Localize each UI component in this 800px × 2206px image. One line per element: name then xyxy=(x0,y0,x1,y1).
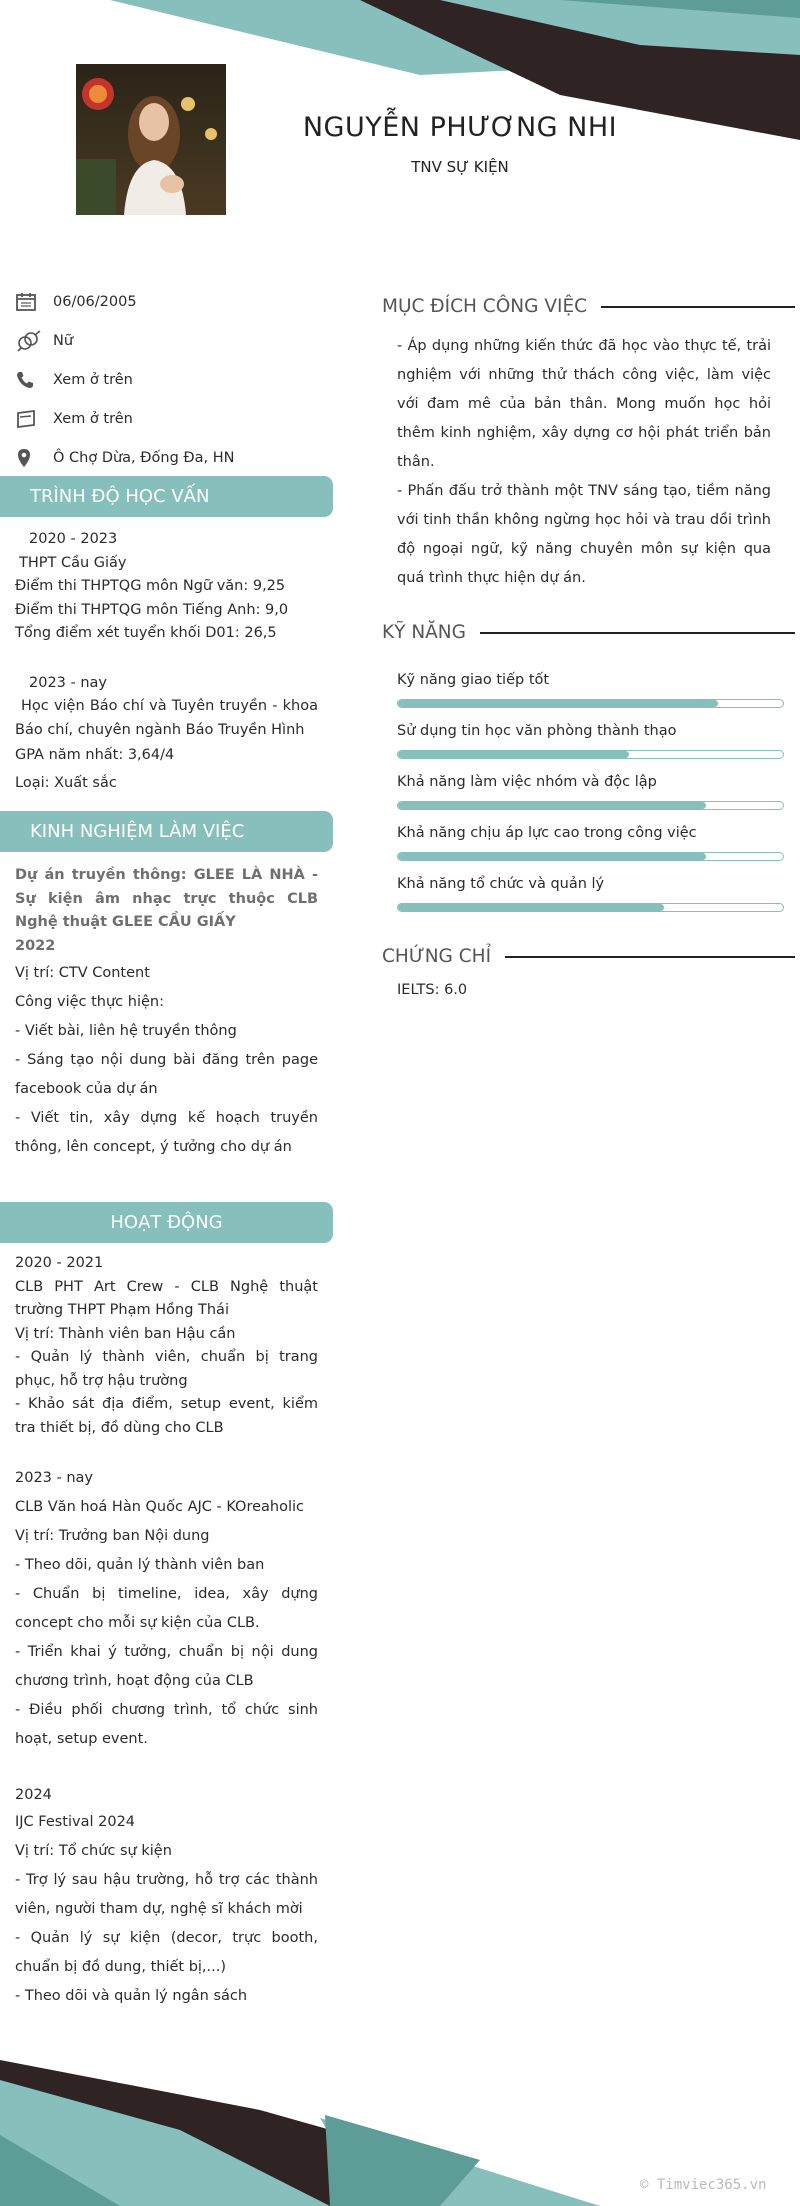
objective-paragraph: - Phấn đấu trở thành một TNV sáng tạo, tiềm năng với tinh thần không ngừng học hỏi và trau dồi trình độ ngoại ngữ, kỹ năng chuyên môn sự kiện qua quá trình thực hiện dự án. xyxy=(397,483,771,586)
phone-icon xyxy=(16,371,53,389)
edu-line: Điểm thi THPTQG môn Tiếng Anh: 9,0 xyxy=(15,601,289,618)
activities-section xyxy=(15,1252,318,2011)
edu-school: THPT Cầu Giấy xyxy=(19,554,127,571)
activity-position: Vị trí: Tổ chức sự kiện xyxy=(15,1842,172,1859)
skill-item xyxy=(397,723,784,759)
contact-text: Xem ở trên xyxy=(53,371,133,388)
skill-item xyxy=(397,774,784,810)
skill-bar xyxy=(397,852,784,861)
skill-bar-fill xyxy=(398,904,664,911)
activity-task: - Trợ lý sau hậu trường, hỗ trợ các thành viên, người tham dự, nghệ sĩ khách mời xyxy=(15,1871,318,1917)
activity-task: - Chuẩn bị timeline, idea, xây dựng concept cho mỗi sự kiện của CLB. xyxy=(15,1586,318,1631)
activity-period: 2020 - 2021 xyxy=(15,1255,104,1271)
activity-period: 2024 xyxy=(15,1787,52,1803)
heading-divider xyxy=(601,306,795,308)
edu-period: 2023 - nay xyxy=(29,674,108,691)
certificate-item: IELTS: 6.0 xyxy=(397,982,468,998)
objective-text xyxy=(397,332,771,593)
activity-org: CLB PHT Art Crew - CLB Nghệ thuật trường THPT Phạm Hồng Thái xyxy=(15,1278,318,1318)
gender-icon xyxy=(16,330,53,352)
activity-task: - Theo dõi và quản lý ngân sách xyxy=(15,1987,248,2004)
exp-task: - Viết tin, xây dựng kế hoạch truyền thông, lên concept, ý tưởng cho dự án xyxy=(15,1109,318,1155)
edu-period: 2020 - 2023 xyxy=(29,531,118,547)
email-icon xyxy=(16,410,53,428)
activity-task: - Quản lý thành viên, chuẩn bị trang phục, hỗ trợ hậu trường xyxy=(15,1349,318,1389)
activity-position: Vị trí: Trưởng ban Nội dung xyxy=(15,1528,210,1544)
activity-position: Vị trí: Thành viên ban Hậu cần xyxy=(15,1325,236,1342)
edu-line: Loại: Xuất sắc xyxy=(15,774,117,791)
skill-label: Khả năng chịu áp lực cao trong công việc xyxy=(397,825,697,841)
skill-bar xyxy=(397,903,784,912)
contact-list xyxy=(16,282,336,477)
activity-task: - Khảo sát địa điểm, setup event, kiểm tra thiết bị, đồ dùng cho CLB xyxy=(15,1396,318,1436)
candidate-role: TNV SỰ KIỆN xyxy=(411,158,509,176)
candidate-name: NGUYỄN PHƯƠNG NHI xyxy=(302,112,618,143)
skill-bar-fill xyxy=(398,700,718,707)
heading-divider xyxy=(505,956,795,958)
skill-bar xyxy=(397,801,784,810)
contact-text: Xem ở trên xyxy=(53,410,133,427)
location-icon xyxy=(16,448,53,468)
edu-line: Tổng điểm xét tuyển khối D01: 26,5 xyxy=(15,625,277,641)
exp-task: - Viết bài, liên hệ truyền thông xyxy=(15,1022,237,1039)
skill-item xyxy=(397,876,784,912)
activities-heading: HOẠT ĐỘNG xyxy=(0,1202,333,1243)
skills-heading: KỸ NĂNG xyxy=(382,622,795,643)
experience-heading: KINH NGHIỆM LÀM VIỆC xyxy=(0,811,333,852)
exp-task: - Sáng tạo nội dung bài đăng trên page facebook của dự án xyxy=(15,1051,318,1097)
activity-item xyxy=(15,1784,318,2011)
activity-item xyxy=(15,1464,318,1754)
contact-text: 06/06/2005 xyxy=(53,293,137,310)
calendar-icon xyxy=(16,292,53,312)
heading-divider xyxy=(480,632,795,634)
education-section xyxy=(15,528,318,795)
watermark: © Timviec365.vn xyxy=(640,2177,767,2193)
certificates-heading: CHỨNG CHỈ xyxy=(382,946,795,967)
activity-org: CLB Văn hoá Hàn Quốc AJC - KOreaholic xyxy=(15,1499,305,1515)
activity-task: - Điều phối chương trình, tổ chức sinh hoạt, setup event. xyxy=(15,1702,318,1747)
contact-address xyxy=(16,438,336,477)
edu-line: GPA năm nhất: 3,64/4 xyxy=(15,747,175,763)
exp-position: Vị trí: CTV Content xyxy=(15,965,150,981)
skill-bar xyxy=(397,699,784,708)
contact-email xyxy=(16,399,336,438)
activity-period: 2023 - nay xyxy=(15,1470,94,1486)
exp-tasks-label: Công việc thực hiện: xyxy=(15,993,164,1010)
exp-year: 2022 xyxy=(15,937,56,954)
skill-bar-fill xyxy=(398,751,629,758)
contact-text: Nữ xyxy=(53,332,74,349)
skill-bar-fill xyxy=(398,802,706,809)
contact-text: Ô Chợ Dừa, Đống Đa, HN xyxy=(53,449,235,466)
contact-phone xyxy=(16,360,336,399)
edu-line: Điểm thi THPTQG môn Ngữ văn: 9,25 xyxy=(15,578,286,594)
objective-heading: MỤC ĐÍCH CÔNG VIỆC xyxy=(382,296,795,317)
skill-item xyxy=(397,825,784,861)
skill-label: Kỹ năng giao tiếp tốt xyxy=(397,672,550,688)
activity-task: - Quản lý sự kiện (decor, trực booth, chuẩn bị đồ dung, thiết bị,...) xyxy=(15,1929,318,1975)
profile-photo xyxy=(76,64,226,215)
activity-item xyxy=(15,1252,318,1440)
skill-item xyxy=(397,672,784,708)
skill-bar-fill xyxy=(398,853,706,860)
contact-birthday xyxy=(16,282,336,321)
activity-task: - Theo dõi, quản lý thành viên ban xyxy=(15,1557,265,1573)
skill-label: Sử dụng tin học văn phòng thành thạo xyxy=(397,723,677,739)
edu-school: Học viện Báo chí và Tuyên truyền - khoa Báo chí, chuyên ngành Báo Truyền Hình xyxy=(15,698,318,738)
skill-label: Khả năng làm việc nhóm và độc lập xyxy=(397,774,657,790)
skill-label: Khả năng tổ chức và quản lý xyxy=(397,876,605,892)
education-heading: TRÌNH ĐỘ HỌC VẤN xyxy=(0,476,333,517)
activity-task: - Triển khai ý tưởng, chuẩn bị nội dung chương trình, hoạt động của CLB xyxy=(15,1644,318,1689)
experience-section xyxy=(15,864,318,1162)
contact-gender xyxy=(16,321,336,360)
exp-project: Dự án truyền thông: GLEE LÀ NHÀ - Sự kiện âm nhạc trực thuộc CLB Nghệ thuật GLEE CẦU GIẤY xyxy=(15,867,318,930)
objective-paragraph: - Áp dụng những kiến thức đã học vào thực tế, trải nghiệm với những thử thách công việc, làm việc với đam mê của bản thân. Mong muốn học hỏi thêm kinh nghiệm, xây dựng cơ hội phát triển bản thân. xyxy=(397,338,771,470)
activity-org: IJC Festival 2024 xyxy=(15,1813,136,1830)
skill-bar xyxy=(397,750,784,759)
